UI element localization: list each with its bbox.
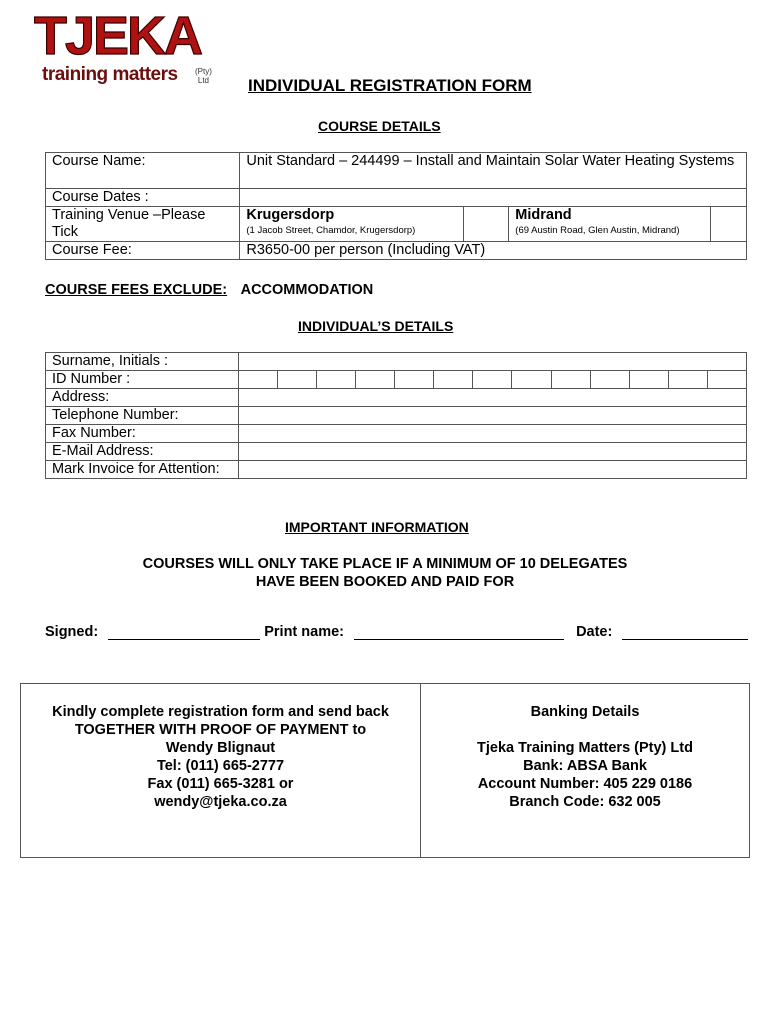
fees-exclude-line xyxy=(45,282,373,298)
venue-midrand-tick-box[interactable] xyxy=(710,207,746,242)
id-digit-box[interactable] xyxy=(473,371,512,389)
fax-label: Fax Number: xyxy=(46,425,239,443)
course-name-value: Unit Standard – 244499 – Install and Maintain Solar Water Heating Systems xyxy=(240,153,747,189)
course-dates-field[interactable] xyxy=(240,189,747,207)
banking-heading: Banking Details xyxy=(530,704,640,720)
signed-label: Signed: xyxy=(45,624,99,640)
course-details-table xyxy=(45,152,747,260)
print-name-label: Print name: xyxy=(264,624,344,640)
course-fee-label: Course Fee: xyxy=(46,242,240,260)
venue-krugersdorp-name: Krugersdorp xyxy=(246,207,335,223)
venue-krugersdorp-tick-box[interactable] xyxy=(463,207,508,242)
venue-krugersdorp-address: (1 Jacob Street, Chamdor, Krugersdorp) xyxy=(246,225,416,236)
id-digit-box[interactable] xyxy=(707,371,746,389)
banking-account-number: Account Number: 405 229 0186 xyxy=(477,776,693,792)
fax-field[interactable] xyxy=(239,425,747,443)
email-field[interactable] xyxy=(239,443,747,461)
id-digit-box[interactable] xyxy=(395,371,434,389)
venue-label: Training Venue –Please Tick xyxy=(46,207,240,242)
id-digit-box[interactable] xyxy=(278,371,317,389)
signed-line[interactable] xyxy=(108,624,260,640)
invoice-attention-label: Mark Invoice for Attention: xyxy=(46,461,239,479)
important-notice xyxy=(45,555,725,591)
contact-fax: Fax (011) 665-3281 or xyxy=(147,776,294,792)
id-digit-box[interactable] xyxy=(551,371,590,389)
contact-line-1: Kindly complete registration form and send back xyxy=(52,704,389,720)
banking-bank: Bank: ABSA Bank xyxy=(523,758,647,774)
surname-label: Surname, Initials : xyxy=(46,353,239,371)
telephone-label: Telephone Number: xyxy=(46,407,239,425)
surname-field[interactable] xyxy=(239,353,747,371)
signature-row xyxy=(45,624,747,640)
individual-details-table xyxy=(45,352,747,479)
address-label: Address: xyxy=(46,389,239,407)
invoice-attention-field[interactable] xyxy=(239,461,747,479)
individual-details-heading: INDIVIDUAL’S DETAILS xyxy=(298,318,454,334)
id-digit-box[interactable] xyxy=(629,371,668,389)
venue-midrand xyxy=(509,207,710,242)
id-digit-box[interactable] xyxy=(668,371,707,389)
logo-tagline: training matters xyxy=(42,64,178,85)
print-name-line[interactable] xyxy=(354,624,564,640)
venue-midrand-address: (69 Austin Road, Glen Austin, Midrand) xyxy=(515,225,680,236)
address-field[interactable] xyxy=(239,389,747,407)
course-fee-value: R3650-00 per person (Including VAT) xyxy=(240,242,747,260)
contact-section xyxy=(21,684,421,857)
form-title: INDIVIDUAL REGISTRATION FORM xyxy=(248,76,532,95)
contact-email: wendy@tjeka.co.za xyxy=(154,794,287,810)
logo-brand-text: TJEKA xyxy=(34,6,202,66)
logo-wordmark-icon xyxy=(32,4,212,66)
important-info-heading: IMPORTANT INFORMATION xyxy=(285,519,469,535)
contact-line-2: TOGETHER WITH PROOF OF PAYMENT to xyxy=(74,722,367,738)
contact-name: Wendy Blignaut xyxy=(165,740,276,756)
email-label: E-Mail Address: xyxy=(46,443,239,461)
id-digit-box[interactable] xyxy=(317,371,356,389)
date-label: Date: xyxy=(576,624,613,640)
fees-exclude-label: COURSE FEES EXCLUDE: xyxy=(45,282,228,298)
contact-banking-box xyxy=(20,683,750,858)
id-digit-box[interactable] xyxy=(356,371,395,389)
important-line-2: HAVE BEEN BOOKED AND PAID FOR xyxy=(255,574,515,590)
id-number-label: ID Number : xyxy=(46,371,239,389)
logo-suffix-top: (Pty) xyxy=(195,67,212,76)
id-digit-box[interactable] xyxy=(590,371,629,389)
venue-midrand-name: Midrand xyxy=(515,207,572,223)
id-digit-box[interactable] xyxy=(512,371,551,389)
logo-suffix xyxy=(195,67,212,85)
contact-tel: Tel: (011) 665-2777 xyxy=(156,758,285,774)
logo-suffix-bottom: Ltd xyxy=(197,76,209,85)
telephone-field[interactable] xyxy=(239,407,747,425)
fees-exclude-value: ACCOMMODATION xyxy=(240,282,374,298)
course-dates-label: Course Dates : xyxy=(46,189,240,207)
company-logo xyxy=(32,4,212,66)
venue-krugersdorp xyxy=(240,207,464,242)
id-digit-box[interactable] xyxy=(434,371,473,389)
important-line-1: COURSES WILL ONLY TAKE PLACE IF A MINIMUM OF 10 DELEGATES xyxy=(142,556,628,572)
id-digit-box[interactable] xyxy=(239,371,278,389)
banking-account-name: Tjeka Training Matters (Pty) Ltd xyxy=(477,740,693,756)
date-line[interactable] xyxy=(622,624,748,640)
banking-branch-code: Branch Code: 632 005 xyxy=(509,794,661,810)
course-details-heading: COURSE DETAILS xyxy=(318,118,441,134)
banking-section xyxy=(421,684,749,857)
course-name-label: Course Name: xyxy=(46,153,240,189)
